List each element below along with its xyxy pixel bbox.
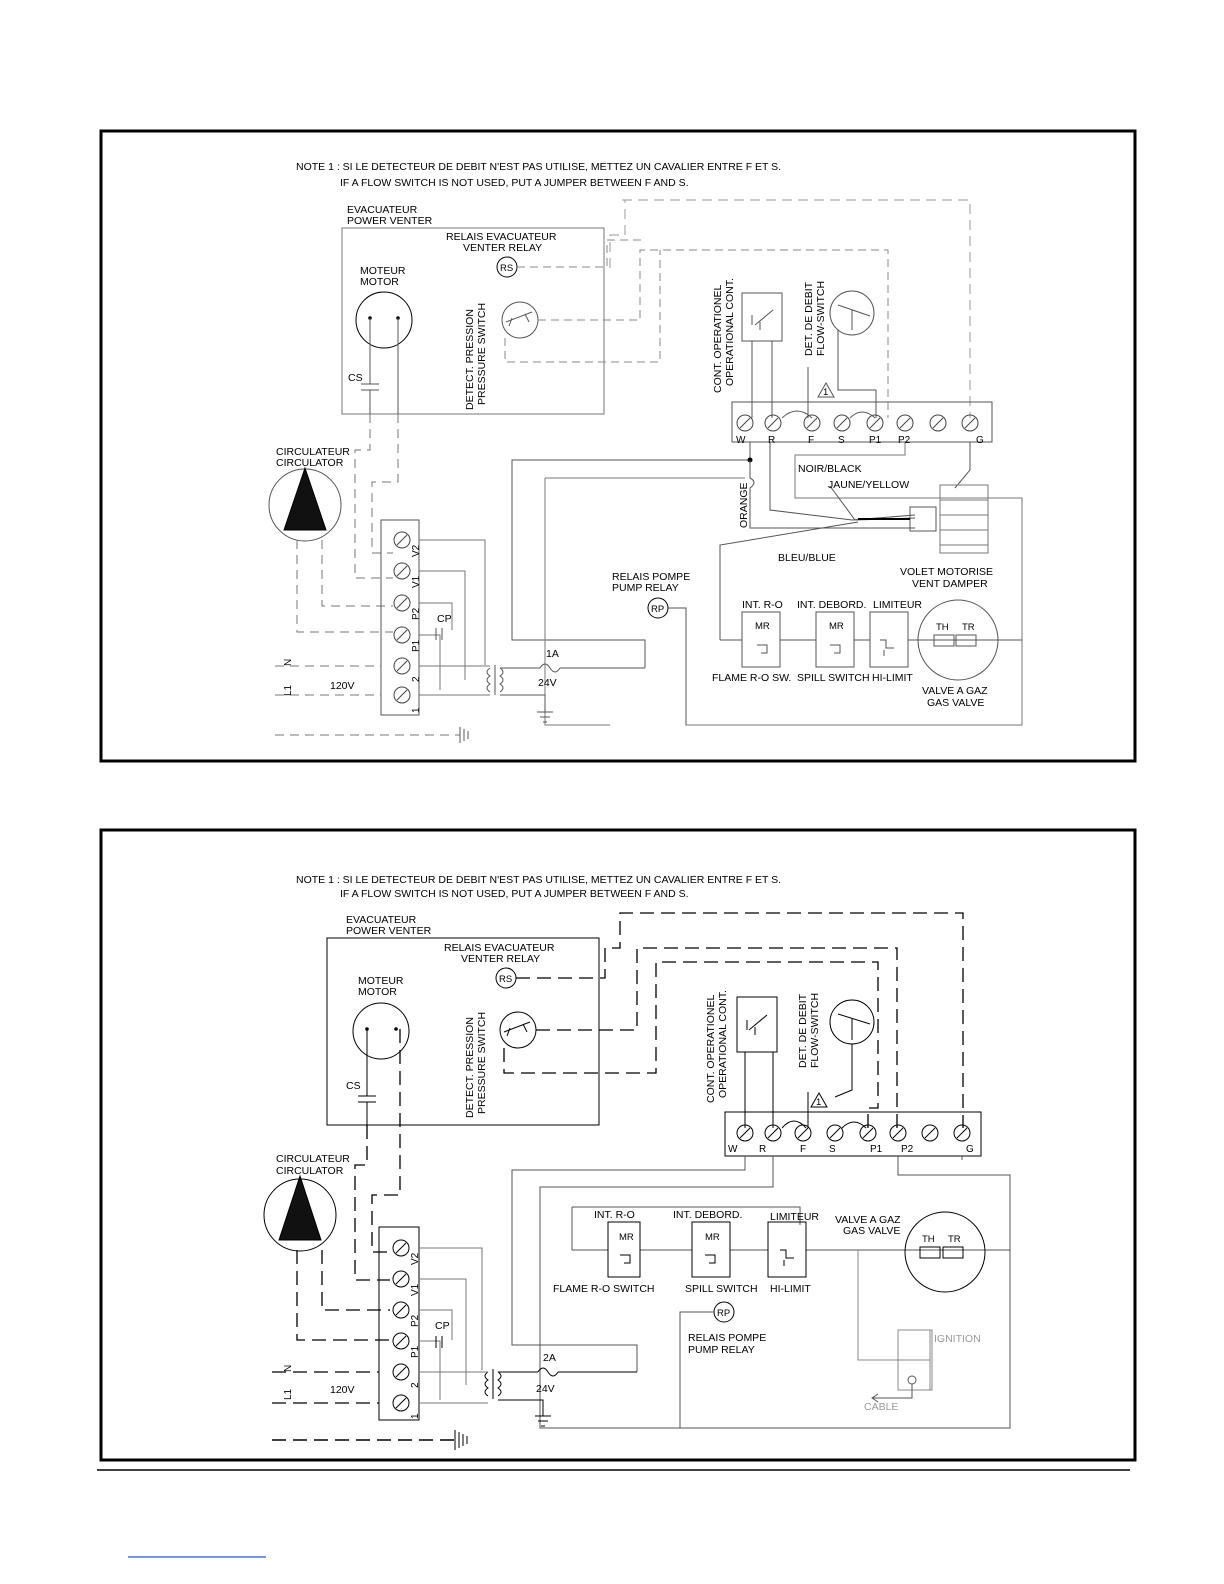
- spill-switch-label: SPILL SWITCH: [797, 672, 870, 684]
- strip-p2-label: P2: [411, 607, 422, 620]
- terminal-f-label: F: [800, 1144, 807, 1155]
- terminal-p1-label: P1: [870, 1144, 883, 1155]
- limiteur-label: LIMITEUR: [873, 599, 923, 611]
- motor-symbol: [356, 292, 412, 348]
- terminal-s-label: S: [838, 435, 845, 446]
- tr-label: TR: [962, 622, 975, 633]
- circulator-label-fr: CIRCULATEUR: [276, 446, 350, 458]
- vent-damper-label-en: VENT DAMPER: [912, 578, 988, 590]
- pump-relay-label-fr: RELAIS POMPE: [688, 1332, 767, 1344]
- note-line-1: NOTE 1 : SI LE DETECTEUR DE DEBIT N'EST PAS UTILISE, METTEZ UN CAVALIER ENTRE F ET S.: [296, 874, 782, 886]
- pressure-switch-symbol: [500, 1012, 536, 1048]
- 24v-label: 24V: [538, 677, 557, 689]
- circulator-label-en: CIRCULATOR: [276, 457, 344, 469]
- strip-p2-label: P2: [410, 1314, 421, 1327]
- fuse-symbol: [538, 1368, 558, 1376]
- rp-label: RP: [717, 1308, 731, 1319]
- note-line-2: IF A FLOW SWITCH IS NOT USED, PUT A JUMPER BETWEEN F AND S.: [340, 888, 689, 900]
- diagram-2-frame: [101, 830, 1135, 1460]
- mr-label-1: MR: [619, 1232, 634, 1243]
- vent-damper-motor: [910, 507, 936, 531]
- operational-controller-label-fr: CONT. OPERATIONEL: [705, 994, 717, 1103]
- diagram-1-frame: [101, 131, 1135, 761]
- rs-label: RS: [500, 263, 514, 274]
- l1-label: L1: [283, 1388, 294, 1400]
- hi-limit-label: HI-LIMIT: [872, 672, 913, 684]
- gas-valve-label-en: GAS VALVE: [843, 1225, 901, 1237]
- int-ro-label: INT. R-O: [594, 1209, 635, 1221]
- power-venter-label-fr: EVACUATEUR: [346, 914, 417, 926]
- pump-relay-label-fr: RELAIS POMPE: [612, 571, 691, 583]
- strip-2-label: 2: [411, 676, 422, 682]
- pressure-switch-label-en: PRESSURE SWITCH: [476, 1011, 488, 1114]
- note-ref-number: 1: [816, 1097, 822, 1108]
- pressure-switch-label-en: PRESSURE SWITCH: [476, 302, 488, 405]
- spill-switch: [692, 1222, 730, 1277]
- cs-label: CS: [346, 1080, 361, 1092]
- venter-relay-label-en: VENTER RELAY: [461, 953, 541, 965]
- terminal-p2-label: P2: [898, 435, 911, 446]
- rs-label: RS: [499, 974, 513, 985]
- terminal-screws: [737, 1125, 970, 1141]
- power-venter-label-fr: EVACUATEUR: [347, 204, 418, 216]
- fuse-label: 2A: [543, 1352, 556, 1364]
- diagram-1-labels: [276, 161, 993, 713]
- fuse-symbol: [540, 664, 560, 672]
- operational-controller-label-en: OPERATIONAL CONT.: [717, 990, 729, 1098]
- pressure-switch-symbol: [502, 302, 538, 338]
- terminal-p1-label: P1: [869, 435, 882, 446]
- spill-switch-label: SPILL SWITCH: [685, 1283, 758, 1295]
- ignition-cable: [872, 1384, 912, 1402]
- l1-label: L1: [283, 684, 294, 696]
- flame-rollout-switch: [608, 1222, 640, 1277]
- 24v-label: 24V: [536, 1383, 555, 1395]
- mr-label-2: MR: [829, 621, 844, 632]
- terminal-p2-label: P2: [901, 1144, 914, 1155]
- hi-limit-switch: [870, 612, 908, 667]
- int-debord-label: INT. DEBORD.: [673, 1209, 743, 1221]
- int-ro-label: INT. R-O: [742, 599, 783, 611]
- circulator-triangle: [279, 1176, 321, 1240]
- gas-valve-label-fr: VALVE A GAZ: [835, 1214, 901, 1226]
- strip-v1-label: V1: [411, 575, 422, 588]
- power-venter-label-en: POWER VENTER: [346, 925, 432, 937]
- mr-label-2: MR: [705, 1232, 720, 1243]
- cable-label: CABLE: [864, 1401, 899, 1413]
- circulator-label-fr: CIRCULATEUR: [276, 1153, 350, 1165]
- pressure-switch-label-fr: DETECT. PRESSION: [464, 1017, 476, 1118]
- flow-switch-label-en: FLOW-SWITCH: [809, 992, 821, 1068]
- motor-label-en: MOTOR: [360, 276, 399, 288]
- operational-controller-label-en: OPERATIONAL CONT.: [724, 278, 736, 386]
- note-ref-number: 1: [823, 387, 829, 398]
- venter-relay-label-en: VENTER RELAY: [463, 242, 543, 254]
- terminal-g-label: G: [966, 1144, 974, 1155]
- wiring-diagram-1: [101, 131, 1135, 761]
- vent-damper-body: [940, 485, 988, 553]
- power-venter-label-en: POWER VENTER: [347, 215, 433, 227]
- limiteur-label: LIMITEUR: [770, 1211, 820, 1223]
- strip-1-label: 1: [410, 1413, 421, 1419]
- ignition-label: IGNITION: [934, 1333, 981, 1345]
- pump-relay-label-en: PUMP RELAY: [612, 582, 679, 594]
- note-line-1: NOTE 1 : SI LE DETECTEUR DE DEBIT N'EST PAS UTILISE, METTEZ UN CAVALIER ENTRE F ET S.: [296, 161, 782, 173]
- tr-label: TR: [948, 1234, 961, 1245]
- cp-label: CP: [437, 613, 452, 625]
- int-debord-label: INT. DEBORD.: [797, 599, 867, 611]
- circulator-label-en: CIRCULATOR: [276, 1165, 344, 1177]
- mr-label-1: MR: [755, 621, 770, 632]
- strip-p1-label: P1: [411, 639, 422, 652]
- th-label: TH: [922, 1234, 935, 1245]
- n-label: N: [283, 658, 294, 666]
- strip-1-label: 1: [411, 707, 422, 713]
- motor-label-en: MOTOR: [358, 986, 397, 998]
- terminal-g-label: G: [976, 435, 984, 446]
- operational-controller-label-fr: CONT. OPERATIONEL: [712, 284, 724, 393]
- cs-label: CS: [348, 372, 363, 384]
- jaune-yellow-label: JAUNE/YELLOW: [828, 479, 910, 491]
- venter-relay-label-fr: RELAIS EVACUATEUR: [446, 231, 557, 243]
- diagram-2-labels: [276, 874, 981, 1419]
- power-venter-box: [327, 938, 599, 1125]
- n-label: N: [283, 1364, 294, 1372]
- strip-v2-label: V2: [410, 1252, 421, 1265]
- terminal-r-label: R: [768, 435, 776, 446]
- gas-valve-label-fr: VALVE A GAZ: [922, 685, 988, 697]
- strip-2-label: 2: [410, 1382, 421, 1388]
- vent-damper-label-fr: VOLET MOTORISE: [900, 566, 993, 578]
- strip-v1-label: V1: [410, 1283, 421, 1296]
- orange-label: ORANGE: [738, 482, 750, 528]
- terminal-f-label: F: [808, 435, 815, 446]
- 120v-label: 120V: [330, 680, 355, 692]
- pressure-switch-label-fr: DETECT. PRESSION: [464, 309, 476, 410]
- gas-valve-symbol: [905, 1212, 985, 1292]
- th-label: TH: [936, 622, 949, 633]
- terminal-w-label: W: [728, 1144, 738, 1155]
- hi-limit-switch: [768, 1222, 806, 1277]
- terminal-w-label: W: [736, 435, 746, 446]
- wiring-diagram-2: [101, 830, 1135, 1460]
- flame-rollout-label: FLAME R-O SW.: [712, 672, 792, 684]
- motor-label-fr: MOTEUR: [360, 265, 406, 277]
- venter-relay-label-fr: RELAIS EVACUATEUR: [444, 942, 555, 954]
- terminal-r-label: R: [759, 1144, 767, 1155]
- terminal-s-label: S: [829, 1144, 836, 1155]
- operational-controller-box: [742, 293, 782, 341]
- gas-valve-label-en: GAS VALVE: [927, 697, 985, 709]
- strip-p1-label: P1: [410, 1345, 421, 1358]
- hi-limit-label: HI-LIMIT: [770, 1283, 811, 1295]
- flame-rollout-label: FLAME R-O SWITCH: [553, 1283, 655, 1295]
- pump-relay-label-en: PUMP RELAY: [688, 1344, 755, 1356]
- flow-switch-label-fr: DET. DE DEBIT: [803, 281, 815, 356]
- motor-label-fr: MOTEUR: [358, 975, 404, 987]
- circulator-triangle: [284, 468, 326, 530]
- terminal-screws: [737, 415, 978, 431]
- rp-label: RP: [651, 604, 665, 615]
- fuse-label: 1A: [546, 648, 559, 660]
- cp-label: CP: [435, 1320, 450, 1332]
- 120v-label: 120V: [330, 1384, 355, 1396]
- strip-v2-label: V2: [411, 544, 422, 557]
- flow-switch-label-fr: DET. DE DEBIT: [797, 993, 809, 1068]
- noir-black-label: NOIR/BLACK: [798, 463, 862, 475]
- operational-controller-box: [737, 997, 777, 1052]
- bleu-blue-label: BLEU/BLUE: [778, 552, 836, 564]
- note-line-2: IF A FLOW SWITCH IS NOT USED, PUT A JUMPER BETWEEN F AND S.: [340, 177, 689, 189]
- flow-switch-label-en: FLOW-SWITCH: [815, 280, 827, 356]
